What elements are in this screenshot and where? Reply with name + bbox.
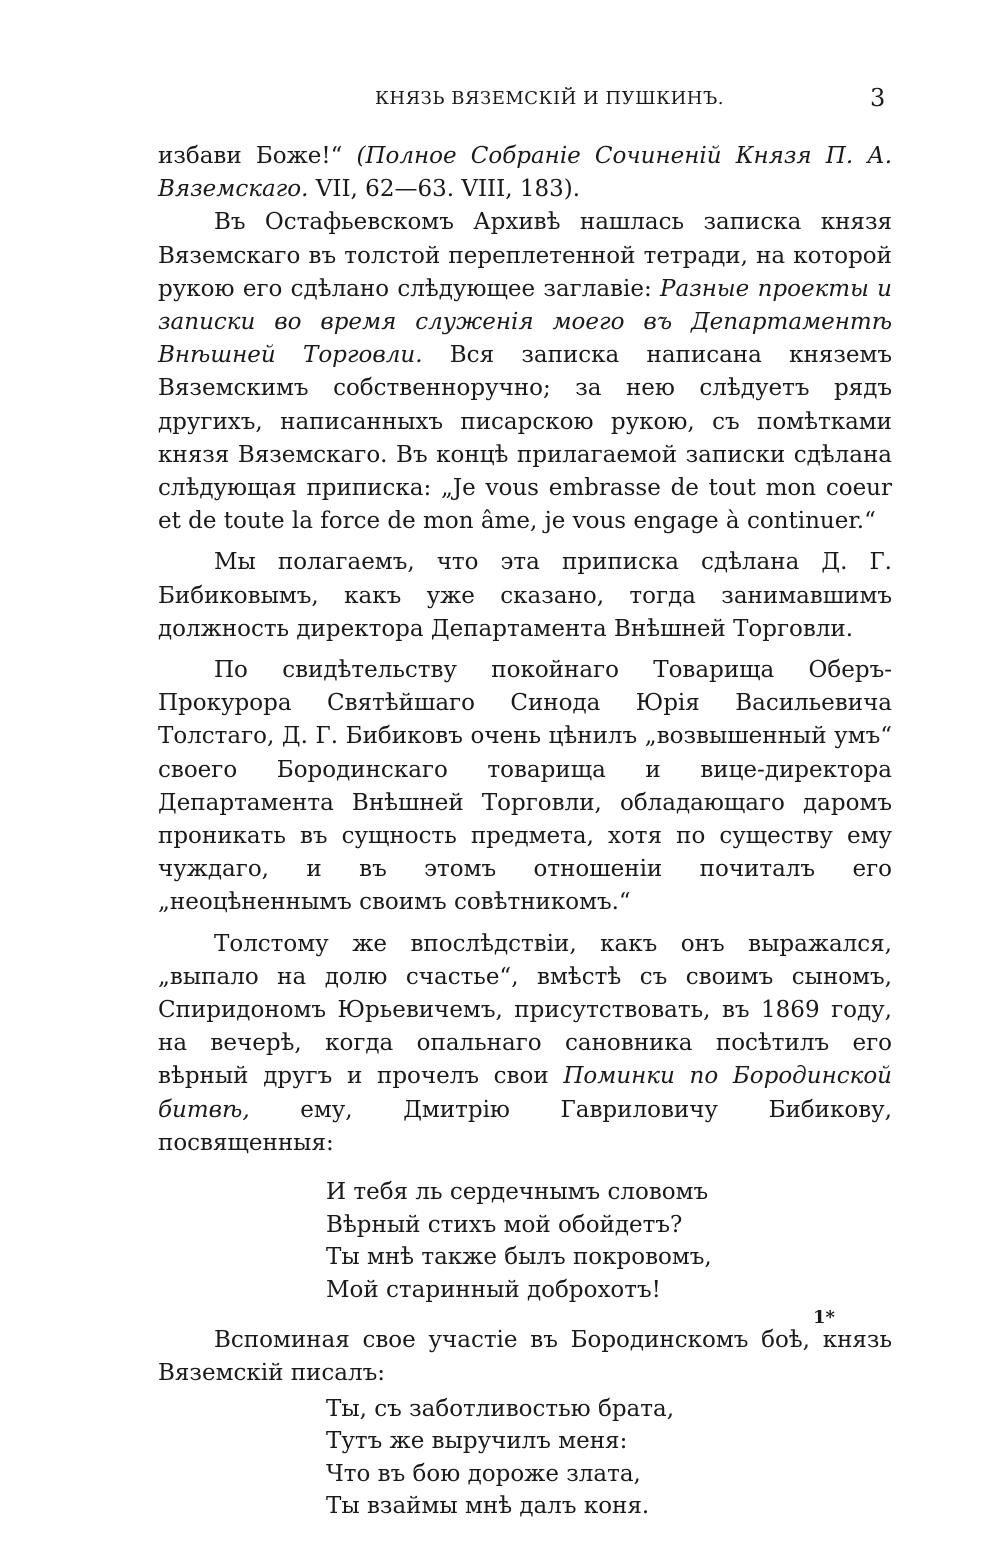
poem-title-italic: Поминки по Бородинской битвѣ, [158, 1063, 892, 1123]
verse-stanza-2 [326, 1393, 892, 1523]
title-italic: Разные проекты и записки во время служенія моего въ Департаментѣ Внѣшней Торговли. [158, 275, 892, 369]
paragraph-6: Вспоминая свое участіе въ Бородинскомъ боѣ, князь Вяземскій писалъ: [158, 1327, 892, 1387]
verse-line: И тебя ль сердечнымъ словомъ [326, 1179, 709, 1206]
verse-line: Ты взаймы мнѣ далъ коня. [326, 1493, 650, 1519]
verse-line: Мой старинный доброхотъ! [326, 1276, 661, 1303]
signature-mark: 1* [813, 1307, 835, 1328]
verse-line: Ты, съ заботливостью брата, [326, 1395, 674, 1422]
paragraph-4: По свидѣтельству покойнаго Товарища Оберъ-Прокурора Святѣйшаго Синода Юрія Васильевича Толстаго, Д. Г. Бибиковъ очень цѣнилъ „возвышенный умъ“ своего Бородинскаго товарища и вице-директора Департамента Внѣшней Торговли, обладающаго даромъ проникать въ сущность предмета, хотя по существу ему чуждаго, и въ этомъ отношеніи почиталъ его „неоцѣненнымъ своимъ совѣтникомъ.“ [158, 657, 892, 916]
verse-stanza-1 [326, 1176, 892, 1306]
verse-line: Вѣрный стихъ мой обойдетъ? [326, 1211, 683, 1238]
paragraph-1: избави Боже!“ (Полное Собраніе Сочиненій Князя П. А. Вяземскаго. VII, 62—63. VIII, 183). [158, 143, 893, 203]
paragraph-5: Толстому же впослѣдствіи, какъ онъ выражался, „выпало на долю счастье“, вмѣстѣ съ своимъ сыномъ, Спиридономъ Юрьевичемъ, присутствовать, въ 1869 году, на вечерѣ, когда опальнаго сановника посѣтилъ его вѣрный другъ и прочелъ свои Поминки по Бородинской битвѣ, ему, Дмитрію Гавриловичу Бибикову, посвященныя: [158, 930, 892, 1156]
paragraph-3: Мы полагаемъ, что эта приписка сдѣлана Д. Г. Бибиковымъ, какъ уже сказано, тогда занимавшимъ должность директора Департамента Внѣшней Торговли. [158, 549, 892, 642]
verse-line: Ты мнѣ также былъ покровомъ, [326, 1244, 712, 1271]
verse-line: Тутъ же выручилъ меня: [326, 1428, 628, 1454]
page-body [158, 140, 892, 1541]
running-title: КНЯЗЬ ВЯЗЕМСКІЙ И ПУШКИНЪ. [375, 88, 725, 109]
citation-italic: (Полное Собраніе Сочиненій Князя П. А. Вяземскаго. [158, 143, 893, 203]
verse-line: Что въ бою дороже злата, [326, 1460, 641, 1487]
paragraph-2: Въ Остафьевскомъ Архивѣ нашлась записка князя Вяземскаго въ толстой переплетенной тетради, на которой рукою его сдѣлано слѣдующее заглавіе: Разные проекты и записки во время служенія моего въ Департаментѣ Внѣшней Торговли. Вся записка написана княземъ Вяземскимъ собственноручно; за нею слѣдуетъ рядъ другихъ, написанныхъ писарскою рукою, съ помѣтками князя Вяземскаго. Въ концѣ прилагаемой записки сдѣлана слѣдующая приписка: „Je vous embrasse de tout mon coeur et de toute la force de mon âme, je vous engage à continuer.“ [158, 209, 892, 535]
page-number: 3 [870, 84, 886, 112]
